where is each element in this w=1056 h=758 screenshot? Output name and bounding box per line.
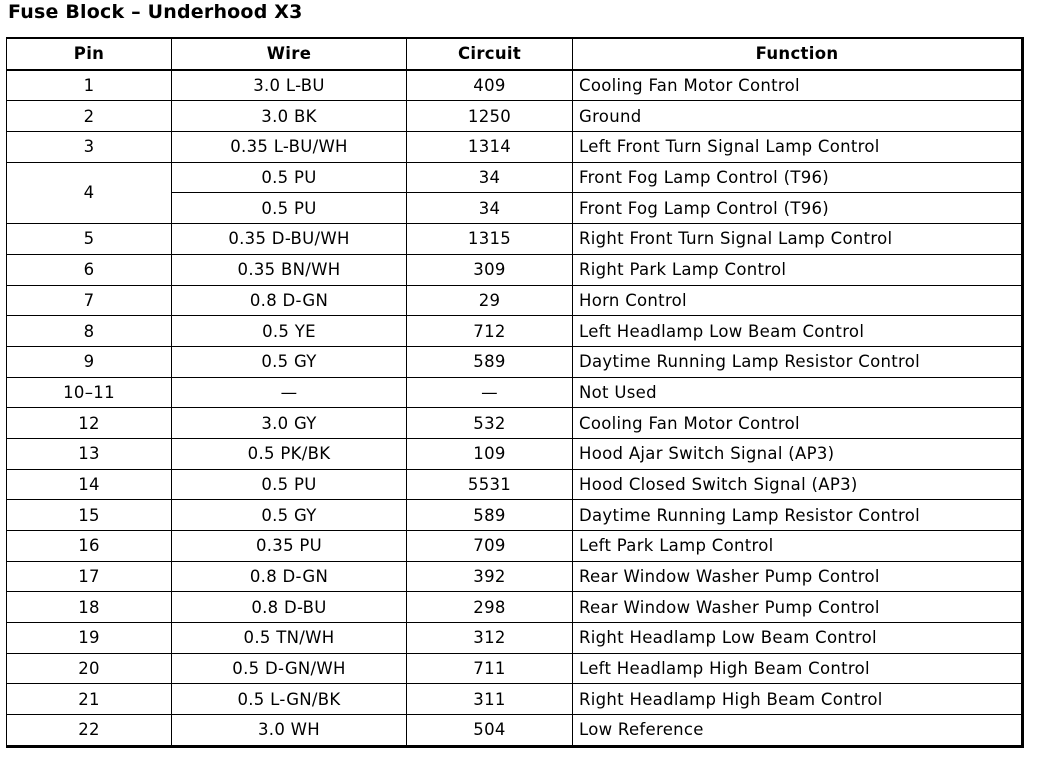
pin-cell: 12 — [7, 408, 172, 439]
circuit-cell: 309 — [407, 254, 573, 285]
circuit-cell: 109 — [407, 438, 573, 469]
pin-cell: 16 — [7, 531, 172, 562]
function-cell: Not Used — [573, 377, 1023, 408]
circuit-cell: 5531 — [407, 469, 573, 500]
circuit-cell: 589 — [407, 346, 573, 377]
function-cell: Front Fog Lamp Control (T96) — [573, 162, 1023, 193]
pin-cell: 21 — [7, 684, 172, 715]
table-row — [7, 254, 1023, 285]
circuit-cell: 589 — [407, 500, 573, 531]
wire-cell: 0.5 GY — [172, 346, 407, 377]
function-cell: Right Headlamp Low Beam Control — [573, 623, 1023, 654]
pin-cell: 5 — [7, 224, 172, 255]
pin-cell: 6 — [7, 254, 172, 285]
wire-cell: 0.35 D-BU/WH — [172, 224, 407, 255]
circuit-cell: 298 — [407, 592, 573, 623]
table-row — [7, 469, 1023, 500]
table-row — [7, 224, 1023, 255]
header-wire: Wire — [172, 38, 407, 70]
table-row — [7, 561, 1023, 592]
pin-cell: 10–11 — [7, 377, 172, 408]
pin-cell: 22 — [7, 715, 172, 747]
header-function: Function — [573, 38, 1023, 70]
table-row — [7, 684, 1023, 715]
table-row — [7, 531, 1023, 562]
wire-cell: 0.5 D-GN/WH — [172, 653, 407, 684]
circuit-cell: 312 — [407, 623, 573, 654]
header-circuit: Circuit — [407, 38, 573, 70]
pin-cell: 19 — [7, 623, 172, 654]
circuit-cell: — — [407, 377, 573, 408]
pin-cell: 8 — [7, 316, 172, 347]
wire-cell: 0.5 PU — [172, 469, 407, 500]
table-row — [7, 500, 1023, 531]
function-cell: Left Headlamp High Beam Control — [573, 653, 1023, 684]
pin-cell: 7 — [7, 285, 172, 316]
circuit-cell: 1250 — [407, 101, 573, 132]
table-row — [7, 377, 1023, 408]
wire-cell: — — [172, 377, 407, 408]
table-row — [7, 592, 1023, 623]
function-cell: Right Front Turn Signal Lamp Control — [573, 224, 1023, 255]
wire-cell: 0.35 L-BU/WH — [172, 132, 407, 163]
pin-cell: 1 — [7, 70, 172, 101]
table-row — [7, 438, 1023, 469]
pin-cell: 18 — [7, 592, 172, 623]
circuit-cell: 712 — [407, 316, 573, 347]
pin-cell: 2 — [7, 101, 172, 132]
header-pin: Pin — [7, 38, 172, 70]
function-cell: Hood Ajar Switch Signal (AP3) — [573, 438, 1023, 469]
circuit-cell: 711 — [407, 653, 573, 684]
table-row — [7, 132, 1023, 163]
pinout-table — [6, 37, 1024, 748]
circuit-cell: 392 — [407, 561, 573, 592]
function-cell: Front Fog Lamp Control (T96) — [573, 193, 1023, 224]
page-title: Fuse Block – Underhood X3 — [8, 1, 303, 23]
function-cell: Low Reference — [573, 715, 1023, 747]
wire-cell: 0.5 TN/WH — [172, 623, 407, 654]
table-row — [7, 623, 1023, 654]
circuit-cell: 1315 — [407, 224, 573, 255]
wire-cell: 0.5 PU — [172, 162, 407, 193]
table-row — [7, 162, 1023, 193]
table-row — [7, 653, 1023, 684]
pin-cell: 20 — [7, 653, 172, 684]
circuit-cell: 1314 — [407, 132, 573, 163]
wire-cell: 0.8 D-GN — [172, 285, 407, 316]
wire-cell: 0.35 BN/WH — [172, 254, 407, 285]
wire-cell: 3.0 L-BU — [172, 70, 407, 101]
pin-cell: 13 — [7, 438, 172, 469]
table-header-row — [7, 38, 1023, 70]
table-row — [7, 101, 1023, 132]
function-cell: Daytime Running Lamp Resistor Control — [573, 346, 1023, 377]
circuit-cell: 504 — [407, 715, 573, 747]
function-cell: Daytime Running Lamp Resistor Control — [573, 500, 1023, 531]
pin-cell: 4 — [7, 162, 172, 223]
wire-cell: 3.0 WH — [172, 715, 407, 747]
function-cell: Rear Window Washer Pump Control — [573, 561, 1023, 592]
table-row — [7, 285, 1023, 316]
circuit-cell: 709 — [407, 531, 573, 562]
function-cell: Ground — [573, 101, 1023, 132]
table-row — [7, 715, 1023, 747]
function-cell: Cooling Fan Motor Control — [573, 408, 1023, 439]
circuit-cell: 532 — [407, 408, 573, 439]
function-cell: Left Park Lamp Control — [573, 531, 1023, 562]
function-cell: Rear Window Washer Pump Control — [573, 592, 1023, 623]
wire-cell: 3.0 BK — [172, 101, 407, 132]
function-cell: Cooling Fan Motor Control — [573, 70, 1023, 101]
circuit-cell: 34 — [407, 193, 573, 224]
function-cell: Right Headlamp High Beam Control — [573, 684, 1023, 715]
circuit-cell: 409 — [407, 70, 573, 101]
circuit-cell: 34 — [407, 162, 573, 193]
pin-cell: 15 — [7, 500, 172, 531]
table-row — [7, 346, 1023, 377]
pin-cell: 3 — [7, 132, 172, 163]
function-cell: Left Front Turn Signal Lamp Control — [573, 132, 1023, 163]
table-row — [7, 316, 1023, 347]
pin-cell: 14 — [7, 469, 172, 500]
circuit-cell: 311 — [407, 684, 573, 715]
table-row — [7, 408, 1023, 439]
wire-cell: 0.8 D-BU — [172, 592, 407, 623]
table-row — [7, 70, 1023, 101]
wire-cell: 0.35 PU — [172, 531, 407, 562]
wire-cell: 0.5 PU — [172, 193, 407, 224]
wire-cell: 0.5 PK/BK — [172, 438, 407, 469]
circuit-cell: 29 — [407, 285, 573, 316]
wire-cell: 0.5 L-GN/BK — [172, 684, 407, 715]
pin-cell: 17 — [7, 561, 172, 592]
function-cell: Left Headlamp Low Beam Control — [573, 316, 1023, 347]
function-cell: Right Park Lamp Control — [573, 254, 1023, 285]
pin-cell: 9 — [7, 346, 172, 377]
function-cell: Horn Control — [573, 285, 1023, 316]
wire-cell: 0.8 D-GN — [172, 561, 407, 592]
wire-cell: 0.5 GY — [172, 500, 407, 531]
wire-cell: 3.0 GY — [172, 408, 407, 439]
function-cell: Hood Closed Switch Signal (AP3) — [573, 469, 1023, 500]
wire-cell: 0.5 YE — [172, 316, 407, 347]
